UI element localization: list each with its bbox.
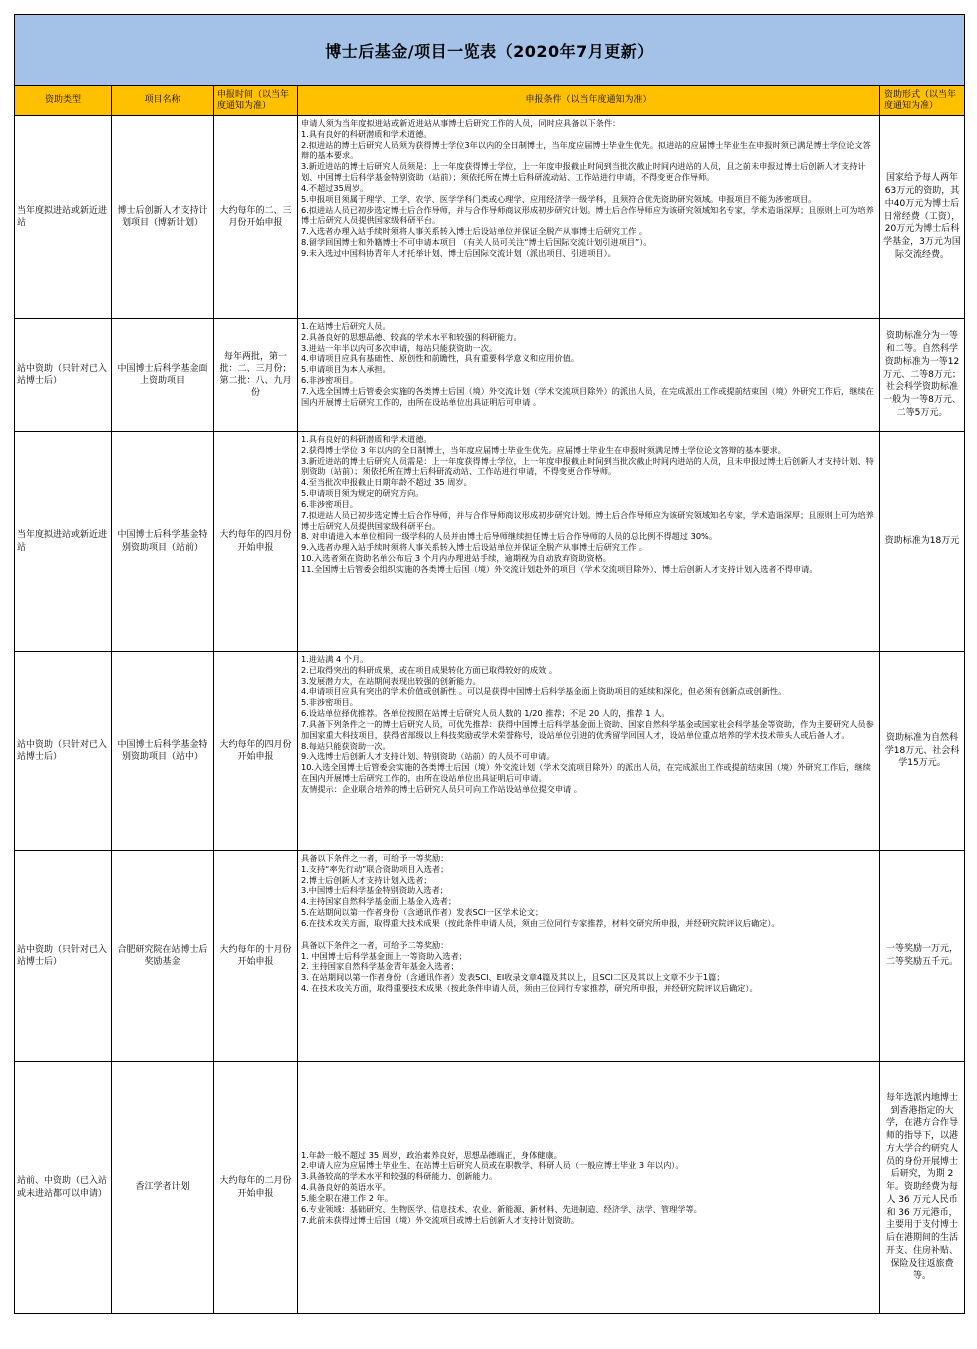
cell-project-name: 中国博士后科学基金特别资助项目（站中） <box>112 652 214 851</box>
condition-line: 2.具备良好的思想品德、较高的学术水平和较强的科研能力。 <box>301 331 522 342</box>
table-row <box>15 432 965 652</box>
condition-line: 10.入选者须在资助名单公布后 3 个月内办理进站手续，逾期视为自动放弃资助资格。 <box>301 553 611 564</box>
condition-line: 6.专业领域：基础研究、生物医学、信息技术、农业、新能源、新材料、先进制造、经济学、法学、管理学等。 <box>301 1203 702 1214</box>
table-row <box>15 1062 965 1314</box>
condition-line: 7.入选全国博士后管委会实施的各类博士后国（境）外交流计划（学术交流项目除外）的派出人员，在完成派出工作或提前结束国（境）外研究工作后，继续在国内开展博士后研究工作的，由所在设站单位出具证明后可申请 。 <box>301 385 874 407</box>
table-title <box>15 15 965 86</box>
table-row <box>15 319 965 432</box>
condition-line: 1.具有良好的科研潜质和学术道德。 <box>301 128 432 139</box>
table-row <box>15 652 965 851</box>
condition-line: 5.在站期间以第一作者身份（含通讯作者）发表SCI一区学术论文； <box>301 907 544 918</box>
condition-line: 2. 主持国家自然科学基金青年基金入选者； <box>301 961 459 972</box>
condition-line: 6.拟进站人员已初步选定博士后合作导师，并与合作导师商议形成初步研究计划。博士后合作导师应为该研究领域知名专家，学术造诣深厚；且原则上可为培养博士后研究人员提供国家级科研平台。 <box>301 204 874 226</box>
condition-line: 3.进站一年半以内可多次申请，每站只能获资助一次。 <box>301 342 498 353</box>
cell-project-name: 博士后创新人才支持计划项目（博新计划） <box>112 116 214 319</box>
header-row <box>15 86 965 116</box>
condition-line: 1.支持“率先行动”联合资助项目入选者； <box>301 863 449 874</box>
cell-conditions <box>298 116 880 319</box>
condition-line: 8.每站只能获资助一次。 <box>301 740 391 751</box>
condition-line: 10.入选全国博士后管委会实施的各类博士后国（境）外交流计划（学术交流项目除外）的派出人员，在完成派出工作或提前结束国（境）外研究工作后，继续在国内开展博士后研究工作的，由所在设站单位出具证明后可申请。 <box>301 762 871 784</box>
header-type: 资助类型 <box>15 86 112 116</box>
cell-apply-time: 大约每年的四月份开始申报 <box>214 432 298 652</box>
fund-overview-table <box>14 14 965 1314</box>
cell-funding: 资助标准分为一等和二等。自然科学资助标准为一等12万元、二等8万元；社会科学资助标准一般为一等8万元、二等5万元。 <box>880 319 965 432</box>
cell-funding: 国家给予每人两年63万元的资助，其中40万元为博士后日常经费（工资），20万元为博士后科学基金，3万元为国际交流经费。 <box>880 116 965 319</box>
cell-apply-time: 大约每年的二、三月份开始申报 <box>214 116 298 319</box>
condition-line: 4.不超过35周岁。 <box>301 182 369 193</box>
condition-line: 1.进站满 4 个月。 <box>301 654 369 664</box>
condition-line: 7.入选者办理入站手续时须将人事关系转入博士后设站单位并保证全脱产从事博士后研究工作 。 <box>301 226 648 237</box>
condition-line: 5.申报项目须属于理学、工学、农学、医学学科门类或心理学、应用经济学一级学科，且须符合优先资助研究领域。申报项目不能为涉密项目。 <box>301 193 817 204</box>
condition-line: 申请人须为当年度拟进站或新近进站从事博士后研究工作的人员，同时应具备以下条件： <box>301 118 621 128</box>
condition-line: 具备以下条件之一者，可给予一等奖励： <box>301 853 449 863</box>
condition-line: 2.申请人应为应届博士毕业生、在站博士后研究人员或在职教学、科研人员（一般应博士毕业 3 年以内）。 <box>301 1160 684 1171</box>
condition-line: 5.能全职在港工作 2 年。 <box>301 1192 393 1203</box>
condition-line: 11.全国博士后管委会组织实施的各类博士后国（境）外交流计划赴外的项目（学术交流项目除外）、博士后创新人才支持计划入选者不得申请。 <box>301 563 818 574</box>
condition-line: 6.非涉密项目。 <box>301 375 358 386</box>
condition-line: 9.入选者办理入站手续时须将人事关系转入博士后设站单位并保证全脱产从事博士后研究工作 。 <box>301 542 648 553</box>
condition-line: 8.留学回国博士和外籍博士不可申请本项目 （有关人员可关注“博士后国际交流计划引进项目”）。 <box>301 237 652 248</box>
table-row <box>15 116 965 319</box>
condition-line: 7.具备下列条件之一的博士后研究人员，可优先推荐：获得中国博士后科学基金面上资助、国家自然科学基金或国家社会科学基金等资助，作为主要研究人员参加国家重大科技项目，获得省部级以上科技奖励或学术荣誉称号，设站单位引进的优秀留学回国人才，设站单位重点培养的学术技术带头人或后备人才。 <box>301 718 874 740</box>
cell-support-type: 当年度拟进站或新近进站 <box>15 432 112 652</box>
condition-line: 8. 对申请进入本单位相同一级学科的人员并由博士后导师继续担任博士后合作导师的人员的总比例不得超过 30%。 <box>301 531 718 542</box>
condition-line: 4. 在技术攻关方面，取得重要技术成果（按此条件申请人员，须由三位同行专家推荐，研究所申报，并经研究院评议后确定）。 <box>301 983 758 994</box>
condition-line: 7.此前未获得过博士后国（境）外交流项目或博士后创新人才支持计划资助。 <box>301 1214 580 1225</box>
condition-line: 3.新近进站的博士后研究人员须是：上一年度获得博士学位，上一年度申报截止时间到当批次截止时间内进站的人员，且之前未申报过博士后创新人才支持计划、中国博士后科学基金特别资助（站前）；须依托所在博士后科研流动站、工作站进行申请，不得变更合作导师。 <box>301 161 866 183</box>
header-time: 申报时间（以当年度通知为准） <box>214 86 298 116</box>
condition-line: 2.博士后创新人才支持计划入选者； <box>301 874 432 885</box>
condition-line: 9.未入选过中国科协青年人才托举计划、博士后国际交流计划（派出项目、引进项目）。 <box>301 247 616 258</box>
condition-line: 1.具有良好的科研潜质和学术道德。 <box>301 434 432 444</box>
cell-apply-time: 大约每年的二月份开始申报 <box>214 1062 298 1314</box>
condition-line: 4.申请项目应具有基础性、原创性和前瞻性，具有重要科学意义和应用价值。 <box>301 353 580 364</box>
condition-line: 3.发展潜力大，在站期间表现出较强的创新能力。 <box>301 675 481 686</box>
condition-line: 4.至当批次申报截止日期年龄不超过 35 周岁。 <box>301 477 472 488</box>
header-name: 项目名称 <box>112 86 214 116</box>
cell-funding: 资助标准为自然科学18万元、社会科学15万元。 <box>880 652 965 851</box>
condition-spacer <box>301 929 876 940</box>
cell-apply-time: 大约每年的十月份开始申报 <box>214 851 298 1062</box>
condition-line: 9.入选博士后创新人才支持计划、特别资助（站前）的人员不可申请。 <box>301 751 555 762</box>
cell-support-type: 站中资助（只针对已入站博士后） <box>15 319 112 432</box>
cell-apply-time: 每年两批，第一批：二、三月份；第二批：八、九月份 <box>214 319 298 432</box>
cell-project-name: 中国博士后科学基金面上资助项目 <box>112 319 214 432</box>
cell-support-type: 站前、中资助（已入站或未进站都可以申请） <box>15 1062 112 1314</box>
condition-line: 友情提示：企业联合培养的博士后研究人员只可向工作站设站单位提交申请 。 <box>301 783 582 794</box>
condition-line: 1.在站博士后研究人员。 <box>301 321 391 331</box>
cell-funding: 资助标准为18万元 <box>880 432 965 652</box>
header-conditions: 申报条件（以当年度通知为准） <box>298 86 880 116</box>
cell-conditions <box>298 319 880 432</box>
condition-line: 7.拟进站人员已初步选定博士后合作导师，并与合作导师商议形成初步研究计划。博士后合作导师应为该研究领域知名专家，学术造诣深厚；且原则上可为培养博士后研究人员提供国家级科研平台。 <box>301 509 874 531</box>
condition-line: 3.新近进站的博士后研究人员需是：上一年度获得博士学位，上一年度申报截止时间到当批次截止时间内进站的人员，且未申报过博士后创新人才支持计划、特别资助（站前）；须依托所在博士后科研流动站、工作站进行申请，不得变更合作导师。 <box>301 455 874 477</box>
condition-line: 6.在技术攻关方面，取得重大技术成果（按此条件申请人员，须由三位同行专家推荐，材料交研究所申报，并经研究院评议后确定）。 <box>301 917 780 928</box>
fund-table-sheet <box>14 14 964 1314</box>
condition-line: 1. 中国博士后科学基金面上一等资助入选者； <box>301 950 467 961</box>
cell-support-type: 当年度拟进站或新近进站 <box>15 116 112 319</box>
cell-funding: 一等奖励一万元，二等奖励五千元。 <box>880 851 965 1062</box>
condition-line: 2.获得博士学位 3 年以内的全日制博士，当年度应届博士毕业生优先。应届博士毕业生在申报时须满足博士学位论文答辩的基本要求。 <box>301 444 786 455</box>
table-row <box>15 851 965 1062</box>
condition-line: 5.非涉密项目。 <box>301 697 358 708</box>
condition-line: 具备以下条件之一者，可给予二等奖励： <box>301 939 449 950</box>
condition-line: 3. 在站期间以第一作者身份（含通讯作者）发表SCI、EI收录文章4篇及其以上，且SCI二区及其以上文章不少于1篇； <box>301 972 725 983</box>
cell-project-name: 中国博士后科学基金特别资助项目（站前） <box>112 432 214 652</box>
cell-project-name: 香江学者计划 <box>112 1062 214 1314</box>
condition-line: 3.具备较高的学术水平和较强的科研能力、创新能力。 <box>301 1171 498 1182</box>
condition-line: 4.具备良好的英语水平。 <box>301 1182 391 1193</box>
condition-line: 5.申请项目须为规定的研究方向。 <box>301 488 424 499</box>
header-funding: 资助形式（以当年度通知为准） <box>880 86 965 116</box>
condition-line: 6.设站单位择优推荐。各单位按照在站博士后研究人员人数的 1/20 推荐；不足 20 人的，推荐 1 人。 <box>301 708 670 719</box>
cell-funding: 每年选派内地博士到香港指定的大学，在港方合作导师的指导下，以港方大学合约研究人员的身份开展博士后研究，为期 2 年。资助经费为每人 36 万元人民币和 36 万元港币，主要用于支付博士后在港期间的生活开支、住房补贴、保险及往返旅费等。 <box>880 1062 965 1314</box>
table-title-text: 博士后基金/项目一览表（2020年7月更新） <box>325 41 654 61</box>
condition-line: 5.申请项目为本人承担。 <box>301 364 391 375</box>
cell-project-name: 合肥研究院在站博士后奖励基金 <box>112 851 214 1062</box>
condition-line: 2.已取得突出的科研成果，或在项目成果转化方面已取得较好的成效 。 <box>301 664 558 675</box>
cell-apply-time: 大约每年的四月份开始申报 <box>214 652 298 851</box>
condition-line: 6.非涉密项目。 <box>301 498 358 509</box>
cell-support-type: 站中资助（只针对已入站博士后） <box>15 652 112 851</box>
condition-line: 4.申请项目应具有突出的学术价值或创新性 。可以是获得中国博士后科学基金面上资助项目的延续和深化，但必须有创新点或创新性。 <box>301 686 787 697</box>
cell-conditions <box>298 652 880 851</box>
condition-line: 4.主持国家自然科学基金面上基金入选者； <box>301 896 457 907</box>
condition-line: 2.拟进站的博士后研究人员须为获得博士学位3年以内的全日制博士，当年度应届博士毕业生优先。拟进站的应届博士毕业生在申报时须已满足博士学位论文答辩的基本要求。 <box>301 139 871 161</box>
cell-conditions <box>298 432 880 652</box>
cell-conditions <box>298 851 880 1062</box>
condition-line: 1.年龄一般不超过 35 周岁，政治素养良好，思想品德端正，身体健康。 <box>301 1149 562 1160</box>
cell-conditions <box>298 1062 880 1314</box>
cell-support-type: 站中资助（只针对已入站博士后） <box>15 851 112 1062</box>
condition-line: 3.中国博士后科学基金特别资助入选者； <box>301 885 448 896</box>
